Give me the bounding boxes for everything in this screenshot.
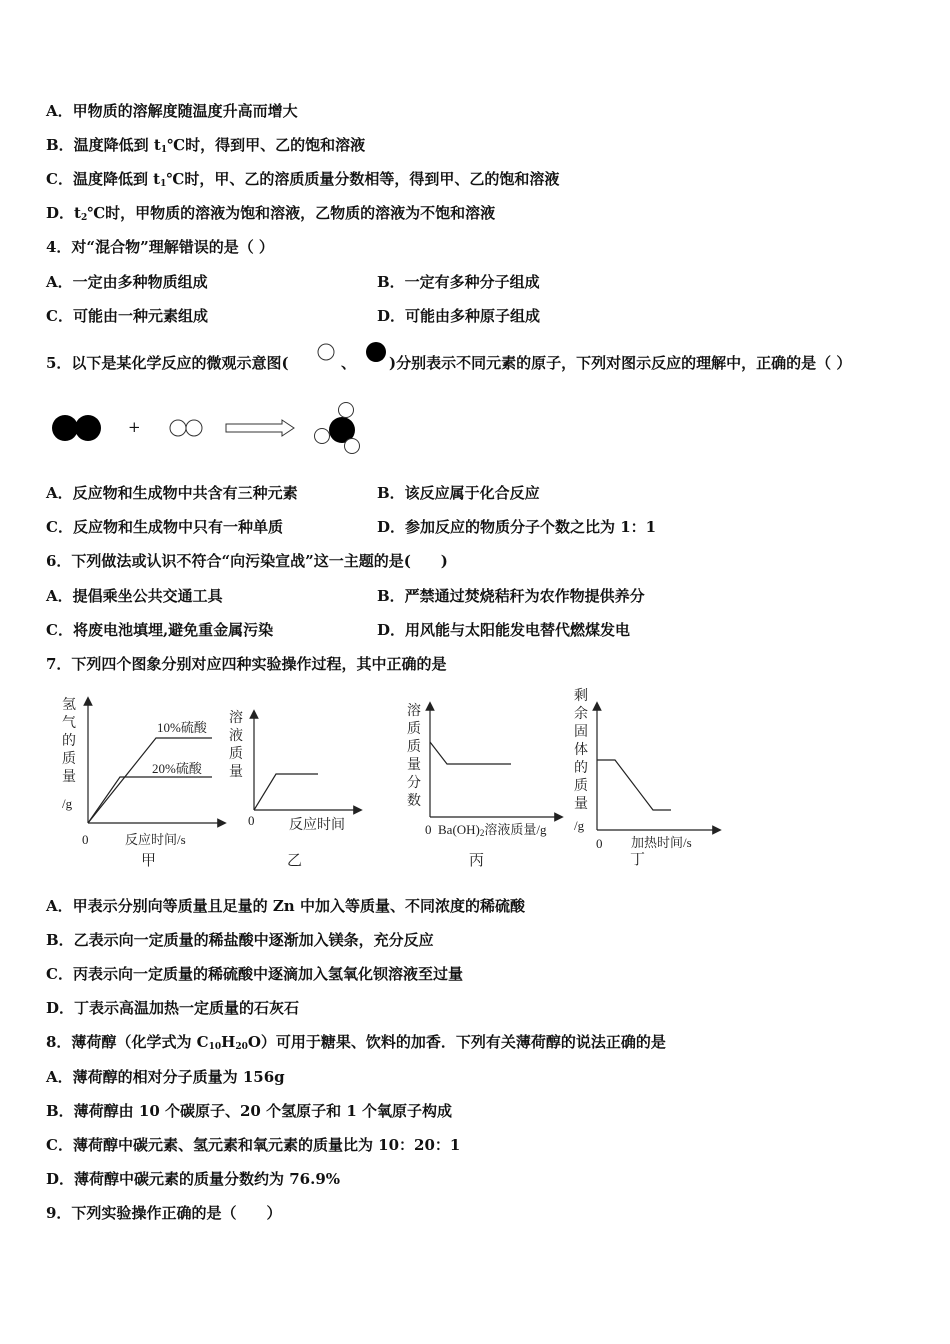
series-line (254, 774, 318, 810)
q4-stem: 4．对“混合物”理解错误的是（ ） (46, 238, 274, 256)
q4-option-c: C．可能由一种元素组成 (46, 307, 208, 325)
q8-stem: 8．薄荷醇（化学式为 $C_{10}H_{20}O$）可用于糖果、饮料的加香．下列有关薄荷醇的说法正确的是 (46, 1033, 666, 1052)
q8-option-a: A．薄荷醇的相对分子质量为 156g (46, 1068, 285, 1086)
graph-jia-origin: 0 (82, 832, 89, 847)
white-atom-icon (170, 420, 186, 436)
graph-bing-xlabel: $Ba(OH)_2$溶液质量/g (438, 822, 547, 838)
graph-yi (246, 708, 366, 828)
series-10pct-line (88, 738, 212, 823)
q7-option-a: A．甲表示分别向等质量且足量的 Zn 中加入等质量、不同浓度的稀硫酸 (46, 897, 525, 915)
q7-option-d: D．丁表示高温加热一定质量的石灰石 (46, 999, 300, 1017)
q5-option-d: D．参加反应的物质分子个数之比为 1：1 (377, 518, 657, 536)
graph-jia-series1-label: 10%硫酸 (157, 720, 207, 735)
white-atom-icon (339, 403, 354, 418)
white-atom-icon (315, 429, 330, 444)
q5-plus-sign: + (128, 418, 141, 436)
graph-jia-yunit: /g (62, 796, 73, 811)
q3-option-c: C．温度降低到 $t_1℃$时，甲、乙的溶质质量分数相等，得到甲、乙的饱和溶液 (46, 170, 560, 189)
graph-bing-ylabel: 溶质质量分数 (407, 704, 421, 809)
q7-option-b: B．乙表示向一定质量的稀盐酸中逐渐加入镁条，充分反应 (46, 931, 434, 949)
q3-option-a: A．甲物质的溶解度随温度升高而增大 (46, 102, 298, 120)
white-atom-icon (345, 439, 360, 454)
q7-option-c: C．丙表示向一定质量的稀硫酸中逐滴加入氢氧化钡溶液至过量 (46, 965, 463, 983)
graph-bing-origin: 0 (425, 822, 432, 837)
q7-stem: 7．下列四个图象分别对应四种实验操作过程，其中正确的是 (46, 655, 447, 673)
q3-option-d: D．$t_2℃$时，甲物质的溶液为饱和溶液，乙物质的溶液为不饱和溶液 (46, 204, 496, 223)
q6-stem: 6．下列做法或认识不符合“向污染宣战”这一主题的是( ) (46, 552, 448, 570)
q6-option-d: D．用风能与太阳能发电替代燃煤发电 (377, 621, 631, 639)
graph-yi-caption: 乙 (287, 853, 303, 869)
black-atom-icon (75, 415, 101, 441)
q5-option-c: C．反应物和生成物中只有一种单质 (46, 518, 283, 536)
graph-jia-xlabel: 反应时间/s (125, 832, 186, 847)
series-line (597, 760, 671, 810)
q8-option-c: C．薄荷醇中碳元素、氢元素和氧元素的质量比为 10：20：1 (46, 1136, 461, 1154)
graph-jia-ylabel: 氢气的质量 (62, 698, 76, 785)
black-atom-icon (52, 415, 78, 441)
q5-stem-post: )分别表示不同元素的原子，下列对图示反应的理解中，正确的是（ ） (389, 354, 852, 372)
q6-option-a: A．提倡乘坐公共交通工具 (46, 587, 223, 605)
q6-option-c: C．将废电池填埋,避免重金属污染 (46, 621, 274, 639)
white-atom-icon (318, 344, 334, 360)
reaction-arrow-icon (226, 420, 294, 436)
graph-ding (593, 700, 723, 835)
black-atom-icon (366, 342, 386, 362)
q8-option-d: D．薄荷醇中碳元素的质量分数约为 76.9% (46, 1170, 341, 1188)
graph-jia-series2-label: 20%硫酸 (152, 761, 202, 776)
graph-ding-origin: 0 (596, 836, 603, 851)
graph-ding-xlabel: 加热时间/s (631, 835, 692, 850)
graph-yi-xlabel: 反应时间 (289, 818, 345, 833)
graph-jia-caption: 甲 (141, 853, 157, 869)
graph-yi-ylabel: 溶液质量 (229, 711, 243, 780)
graph-ding-ylabel: 剩余固体的质量 (574, 689, 588, 812)
q9-stem: 9．下列实验操作正确的是（ ） (46, 1204, 282, 1222)
graph-bing (427, 700, 567, 825)
graph-yi-origin: 0 (248, 813, 255, 828)
graph-ding-yunit: /g (574, 818, 585, 833)
q5-option-a: A．反应物和生成物中共含有三种元素 (46, 484, 298, 502)
q5-stem-sep: 、 (341, 354, 357, 372)
q4-option-a: A．一定由多种物质组成 (46, 273, 208, 291)
q5-reaction-diagram (50, 402, 370, 462)
q6-option-b: B．严禁通过焚烧秸秆为农作物提供养分 (377, 587, 645, 605)
q4-option-b: B．一定有多种分子组成 (377, 273, 540, 291)
series-line (430, 742, 511, 764)
q5-stem-pre: 5．以下是某化学反应的微观示意图( (46, 354, 289, 372)
q3-option-b: B．温度降低到 $t_1℃$时，得到甲、乙的饱和溶液 (46, 136, 366, 155)
q5-option-b: B．该反应属于化合反应 (377, 484, 540, 502)
graph-bing-caption: 丙 (469, 853, 485, 869)
white-atom-icon (186, 420, 202, 436)
q8-option-b: B．薄荷醇由 10 个碳原子、20 个氢原子和 1 个氧原子构成 (46, 1102, 452, 1120)
graph-ding-caption: 丁 (630, 852, 646, 868)
q4-option-d: D．可能由多种原子组成 (377, 307, 541, 325)
